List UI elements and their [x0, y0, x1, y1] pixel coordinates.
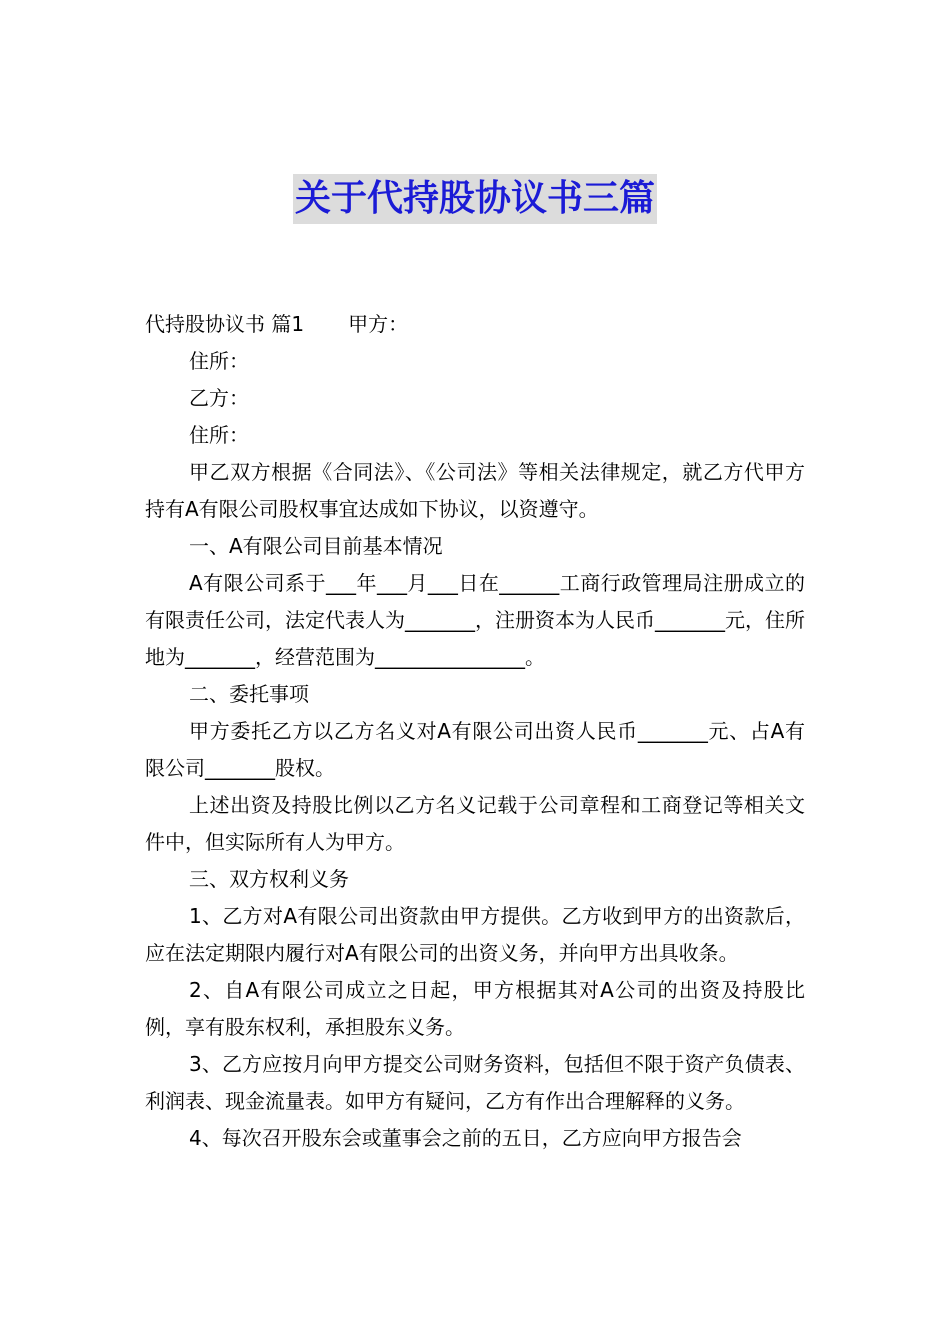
paragraph: 3、乙方应按月向甲方提交公司财务资料，包括但不限于资产负债表、利润表、现金流量表。如甲方有疑问，乙方有作出合理解释的义务。 — [145, 1052, 805, 1113]
paragraph: 乙方： — [189, 386, 249, 410]
paragraph: 甲方委托乙方以乙方名义对A有限公司出资人民币_______元、占A有限公司_______股权。 — [145, 719, 805, 780]
section-heading: 三、双方权利义务 — [189, 867, 349, 891]
party-a-label: 甲方： — [348, 312, 409, 336]
paragraph: 住所： — [189, 423, 249, 447]
title-container — [0, 174, 950, 224]
paragraph: 住所： — [189, 349, 249, 373]
document-title: 关于代持股协议书三篇 — [293, 174, 657, 224]
paragraph: 4、每次召开股东会或董事会之前的五日，乙方应向甲方报告会 — [189, 1126, 742, 1150]
paragraph: 2、自A有限公司成立之日起，甲方根据其对A公司的出资及持股比例，享有股东权利，承担股东义务。 — [145, 978, 805, 1039]
document-body — [145, 306, 805, 1157]
section-heading: 二、委托事项 — [189, 682, 309, 706]
paragraph-heading-line — [145, 306, 805, 343]
paragraph: 1、乙方对A有限公司出资款由甲方提供。乙方收到甲方的出资款后，应在法定期限内履行对A有限公司的出资义务，并向甲方出具收条。 — [145, 904, 805, 965]
paragraph: 甲乙双方根据《合同法》、《公司法》等相关法律规定，就乙方代甲方持有A有限公司股权事宜达成如下协议，以资遵守。 — [145, 460, 805, 521]
section-label: 代持股协议书 篇1 — [145, 312, 305, 336]
section-heading: 一、A有限公司目前基本情况 — [189, 534, 443, 558]
paragraph: A有限公司系于___年___月___日在______工商行政管理局注册成立的有限责任公司，法定代表人为_______，注册资本为人民币_______元，住所地为_______，经营范围为_______________。 — [145, 571, 805, 669]
paragraph: 上述出资及持股比例以乙方名义记载于公司章程和工商登记等相关文件中，但实际所有人为甲方。 — [145, 793, 805, 854]
